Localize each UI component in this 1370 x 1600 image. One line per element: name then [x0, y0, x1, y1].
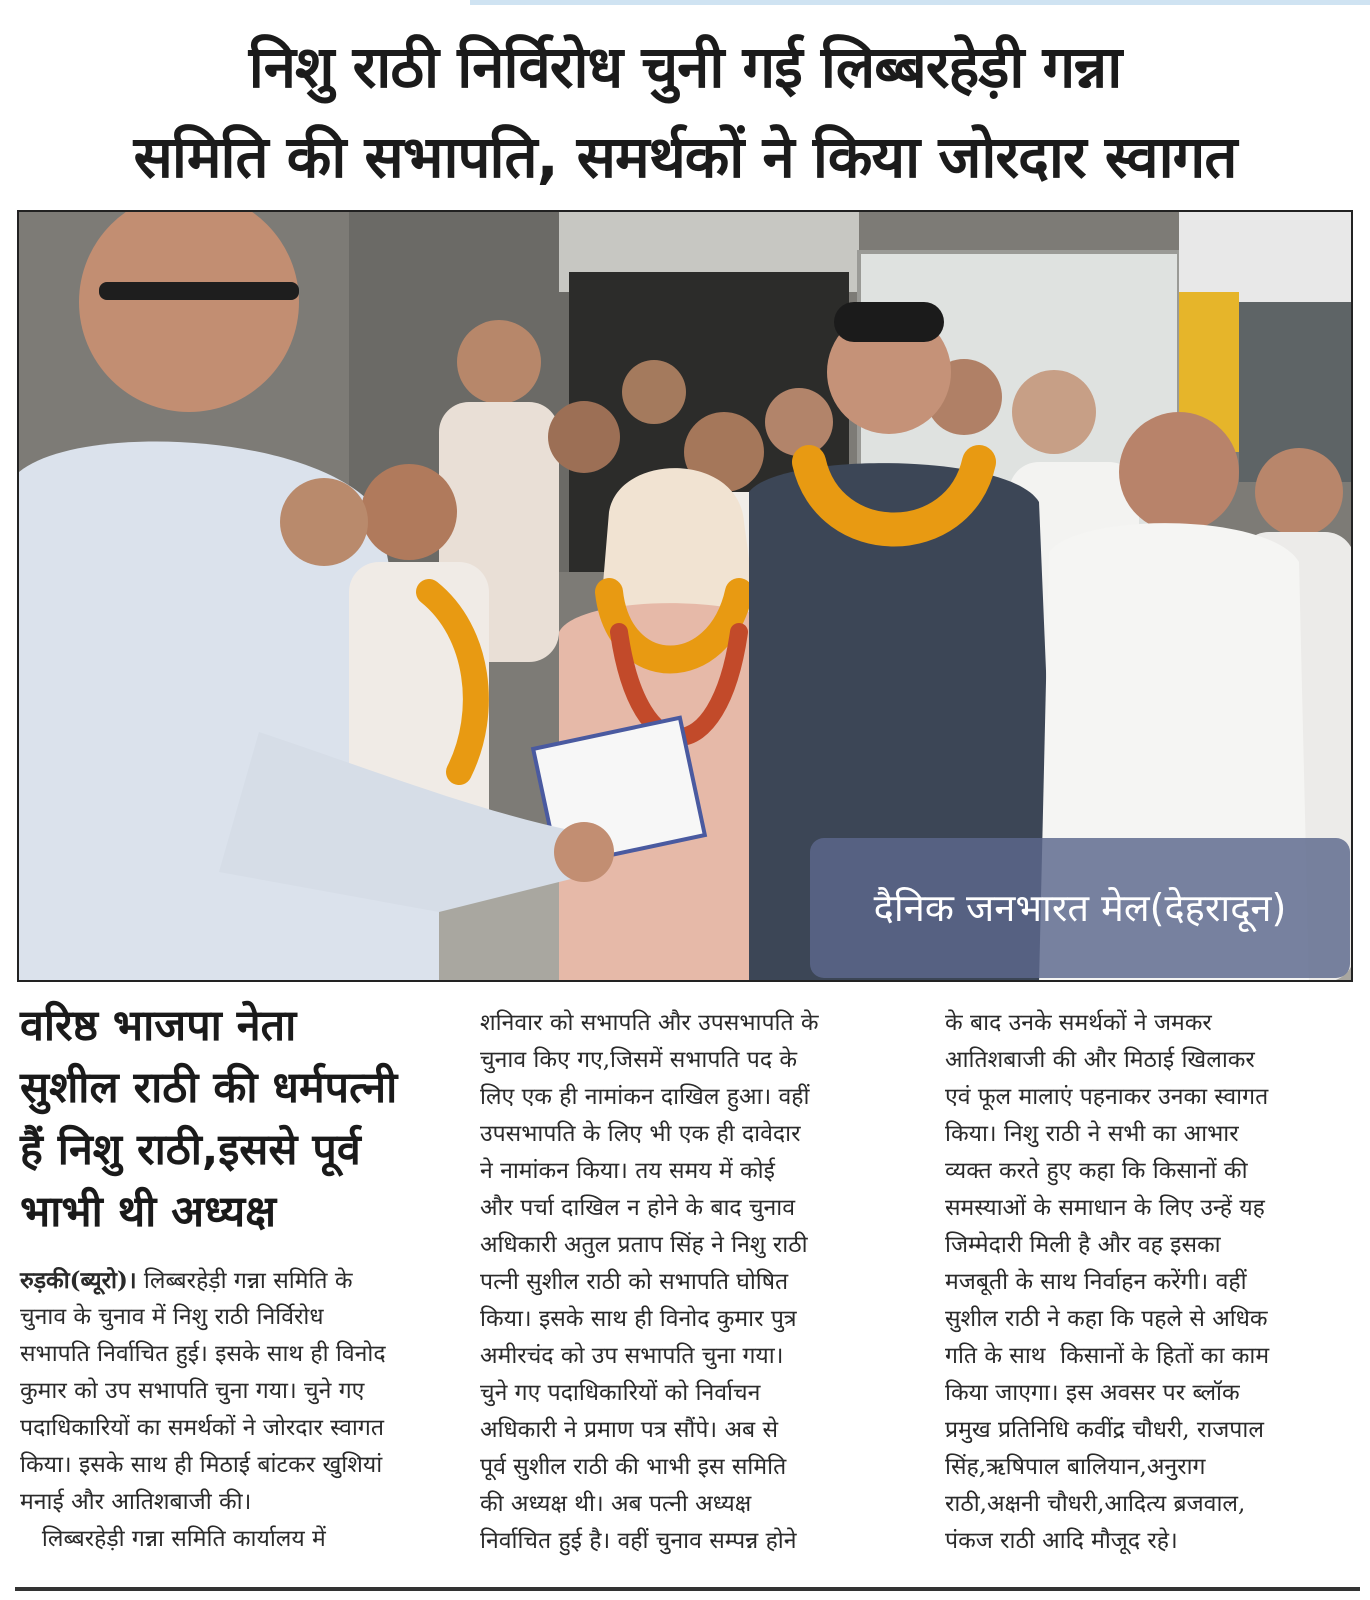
article-line: की अध्यक्ष थी। अब पत्नी अध्यक्ष: [480, 1491, 752, 1517]
article-line: अधिकारी अतुल प्रताप सिंह ने निशु राठी: [480, 1232, 808, 1258]
article-line: सिंह,ऋषिपाल बालियान,अनुराग: [945, 1454, 1206, 1480]
headline: [20, 22, 1350, 202]
article-line: पदाधिकारियों का समर्थकों ने जोरदार स्वागत: [20, 1415, 384, 1441]
article-line: चुने गए पदाधिकारियों को निर्वाचन: [480, 1380, 761, 1406]
article-line: और पर्चा दाखिल न होने के बाद चुनाव: [480, 1195, 796, 1221]
person-head: [548, 401, 620, 473]
person-head: [457, 320, 541, 404]
article-line: के बाद उनके समर्थकों ने जमकर: [945, 1010, 1212, 1036]
article-line: आतिशबाजी की और मिठाई खिलाकर: [945, 1047, 1255, 1073]
watermark: दैनिक जनभारत मेल(देहरादून): [810, 838, 1350, 978]
article-column-3: [945, 1005, 1355, 1560]
person-head: [1255, 448, 1343, 536]
subhead-line: हैं निशु राठी,इससे पूर्व: [20, 1125, 361, 1175]
article-line: कुमार को उप सभापति चुना गया। चुने गए: [20, 1378, 365, 1404]
glasses: [99, 282, 299, 300]
article-line: समस्याओं के समाधान के लिए उन्हें यह: [945, 1195, 1265, 1221]
article-line: व्यक्त करते हुए कहा कि किसानों की: [945, 1158, 1248, 1184]
hand: [554, 822, 614, 882]
headline-line-2: समिति की सभापति, समर्थकों ने किया जोरदार स्वागत: [133, 123, 1237, 191]
article-line: किया। निशु राठी ने सभी का आभार: [945, 1121, 1239, 1147]
person-head: [622, 360, 686, 424]
person-head: [1012, 370, 1096, 454]
subhead-line: सुशील राठी की धर्मपत्नी: [20, 1063, 398, 1113]
article-column-1: [20, 1262, 450, 1558]
article-line: चुनाव के चुनाव में निशु राठी निर्विरोध: [20, 1304, 324, 1330]
article-line: [20, 1262, 450, 1299]
article-line: उपसभापति के लिए भी एक ही दावेदार: [480, 1121, 801, 1147]
article-column-2: [480, 1005, 910, 1560]
article-line: सुशील राठी ने कहा कि पहले से अधिक: [945, 1306, 1268, 1332]
article-line: किया जाएगा। इस अवसर पर ब्लॉक: [945, 1380, 1240, 1406]
article-line: किया। इसके साथ ही विनोद कुमार पुत्र: [480, 1306, 797, 1332]
person-head: [765, 388, 833, 456]
person-head: [361, 464, 457, 560]
article-line: चुनाव किए गए,जिसमें सभापति पद के: [480, 1047, 798, 1073]
subheadline: [20, 995, 460, 1243]
person-head: [280, 478, 368, 566]
article-line: पंकज राठी आदि मौजूद रहे।: [945, 1528, 1178, 1554]
article-line: अधिकारी ने प्रमाण पत्र सौंपे। अब से: [480, 1417, 779, 1443]
subhead-line: भाभी थी अध्यक्ष: [20, 1187, 277, 1237]
article-line: मनाई और आतिशबाजी की।: [20, 1489, 252, 1515]
article-line: शनिवार को सभापति और उपसभापति के: [480, 1010, 819, 1036]
top-rule: [470, 0, 1370, 5]
dateline: रुड़की(ब्यूरो)।: [20, 1267, 137, 1294]
article-line: अमीरचंद को उप सभापति चुना गया।: [480, 1343, 784, 1369]
article-line: राठी,अक्षनी चौधरी,आदित्य ब्रजवाल,: [945, 1491, 1246, 1517]
article-line: प्रमुख प्रतिनिधि कवींद्र चौधरी, राजपाल: [945, 1417, 1264, 1443]
article-line: लिब्बरहेड़ी गन्ना समिति कार्यालय में: [20, 1526, 326, 1552]
bottom-rule: [15, 1587, 1360, 1591]
person-head: [1119, 412, 1239, 532]
article-line: पत्नी सुशील राठी को सभापति घोषित: [480, 1269, 789, 1295]
article-line: ने नामांकन किया। तय समय में कोई: [480, 1158, 775, 1184]
article-line: पूर्व सुशील राठी की भाभी इस समिति: [480, 1454, 787, 1480]
sign-board: [1179, 212, 1353, 302]
article-line: मजबूती के साथ निर्वाहन करेंगी। वहीं: [945, 1269, 1247, 1295]
article-line: एवं फूल मालाएं पहनाकर उनका स्वागत: [945, 1084, 1269, 1110]
article-line: निर्वाचित हुई है। वहीं चुनाव सम्पन्न होने: [480, 1528, 797, 1554]
hair: [834, 302, 944, 342]
article-line: गति के साथ किसानों के हितों का काम: [945, 1343, 1270, 1369]
article-line: लिए एक ही नामांकन दाखिल हुआ। वहीं: [480, 1084, 810, 1110]
article-line: सभापति निर्वाचित हुई। इसके साथ ही विनोद: [20, 1341, 386, 1367]
article-line: जिम्मेदारी मिली है और वह इसका: [945, 1232, 1221, 1258]
article-line-text: लिब्बरहेड़ी गन्ना समिति के: [143, 1268, 353, 1294]
headline-line-1: निशु राठी निर्विरोध चुनी गई लिब्बरहेड़ी गन्ना: [248, 33, 1122, 101]
article-line: किया। इसके साथ ही मिठाई बांटकर खुशियां: [20, 1452, 383, 1478]
subhead-line: वरिष्ठ भाजपा नेता: [20, 1001, 297, 1051]
